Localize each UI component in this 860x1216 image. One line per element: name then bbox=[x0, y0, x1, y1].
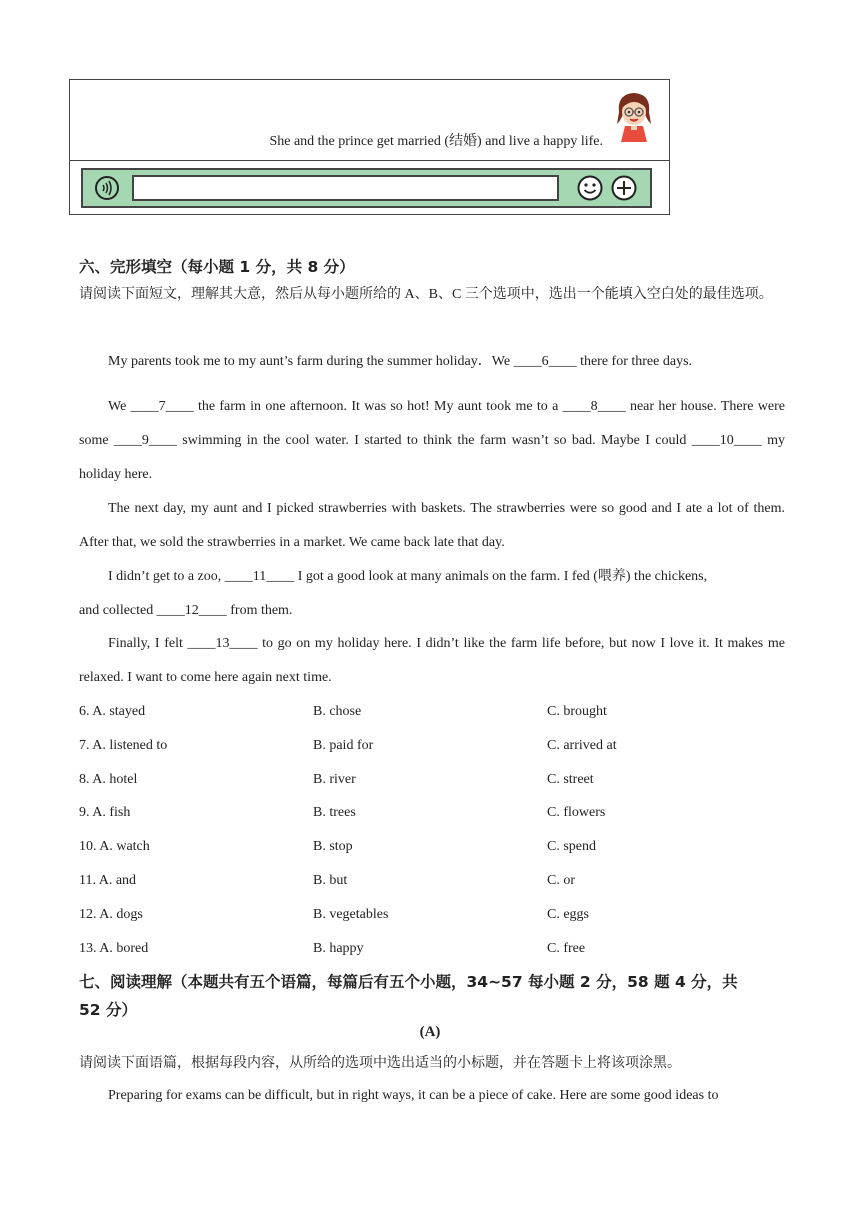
passage-a-paragraph-1: Preparing for exams can be difficult, but in right ways, it can be a piece of cake. Here are some good ideas to bbox=[108, 1088, 719, 1103]
option-6c: C. brought bbox=[547, 704, 607, 719]
option-7a: 7. A. listened to bbox=[79, 738, 168, 753]
message-input[interactable] bbox=[132, 175, 559, 201]
chat-message-area bbox=[70, 80, 669, 161]
option-8b: B. river bbox=[313, 772, 356, 787]
section-6-instruction: 请阅读下面短文，理解其大意，然后从每小题所给的 A、B、C 三个选项中，选出一个能填入空白处的最佳选项。 bbox=[79, 287, 773, 302]
chat-window bbox=[69, 79, 670, 215]
chat-message: She and the prince get married (结婚) and live a happy life. bbox=[269, 134, 603, 149]
passage-paragraph-2: We ____7____ the farm in one afternoon. It was so hot! My aunt took me to a ____8____ near her house. There were some ____9____ swimming in the cool water. I started to think the farm wasn’t so bad. Maybe I could ____10____ my holiday here. bbox=[79, 399, 785, 482]
option-12b: B. vegetables bbox=[313, 907, 389, 922]
option-12a: 12. A. dogs bbox=[79, 907, 143, 922]
option-10b: B. stop bbox=[313, 839, 353, 854]
option-11b: B. but bbox=[313, 873, 348, 888]
option-13b: B. happy bbox=[313, 941, 364, 956]
option-13c: C. free bbox=[547, 941, 586, 956]
section-7-title-cont: 52 分） bbox=[79, 1001, 137, 1019]
voice-icon[interactable] bbox=[95, 176, 119, 200]
option-9b: B. trees bbox=[313, 805, 356, 820]
passage-paragraph-3: The next day, my aunt and I picked strawberries with baskets. The strawberries were so good and I ate a lot of them. After that, we sold the strawberries in a market. We came back late that day. bbox=[79, 501, 785, 550]
passage-paragraph-1: My parents took me to my aunt’s farm during the summer holiday．We ____6____ there for three days. bbox=[108, 354, 693, 369]
option-10c: C. spend bbox=[547, 839, 596, 854]
option-7c: C. arrived at bbox=[547, 738, 617, 753]
option-11c: C. or bbox=[547, 873, 575, 888]
girl-avatar-icon bbox=[611, 90, 657, 142]
passage-paragraph-4-cont: and collected ____12____ from them. bbox=[79, 603, 293, 618]
option-6b: B. chose bbox=[313, 704, 362, 719]
option-13a: 13. A. bored bbox=[79, 941, 149, 956]
section-7-title: 七、阅读理解（本题共有五个语篇，每篇后有五个小题，34~57 每小题 2 分，58 题 4 分，共 bbox=[79, 973, 738, 991]
emoji-icon[interactable] bbox=[577, 175, 603, 201]
option-8a: 8. A. hotel bbox=[79, 772, 138, 787]
option-12c: C. eggs bbox=[547, 907, 589, 922]
section-7-instruction: 请阅读下面语篇，根据每段内容，从所给的选项中选出适当的小标题，并在答题卡上将该项涂黑。 bbox=[79, 1056, 681, 1071]
option-8c: C. street bbox=[547, 772, 594, 787]
option-11a: 11. A. and bbox=[79, 873, 137, 888]
option-7b: B. paid for bbox=[313, 738, 374, 753]
passage-paragraph-4: I didn’t get to a zoo, ____11____ I got a good look at many animals on the farm. I fed (喂养) the chickens, bbox=[108, 569, 708, 584]
option-9a: 9. A. fish bbox=[79, 805, 131, 820]
passage-paragraph-5: Finally, I felt ____13____ to go on my holiday here. I didn’t like the farm life before, but now I love it. It makes me relaxed. I want to come here again next time. bbox=[79, 636, 785, 685]
section-6-title: 六、完形填空（每小题 1 分，共 8 分） bbox=[79, 258, 355, 276]
chat-input-bar bbox=[81, 168, 652, 208]
option-6a: 6. A. stayed bbox=[79, 704, 146, 719]
add-icon[interactable] bbox=[611, 175, 637, 201]
option-10a: 10. A. watch bbox=[79, 839, 150, 854]
option-9c: C. flowers bbox=[547, 805, 606, 820]
passage-a-label: (A) bbox=[419, 1024, 441, 1040]
